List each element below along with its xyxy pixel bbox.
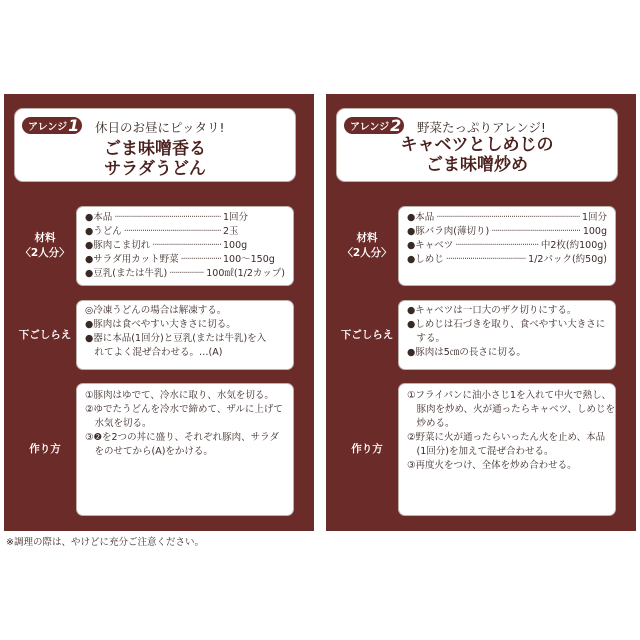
recipe-subtitle: 休日のお昼にピッタリ! — [95, 120, 225, 135]
prep-text: ●キャベツは一口大のザク切りにする。 ●しめじは石づきを取り、食べやすい大きさに する。 ●豚肉は5㎝の長さに切る。 — [398, 300, 616, 370]
recipe-title — [15, 139, 295, 179]
ingredient-row: ●豚肉こま切れ ····· 100g — [85, 239, 285, 253]
recipe-title — [337, 135, 617, 175]
ingredient-row: ●豚バラ肉(薄切り) ····· 100g — [407, 225, 607, 239]
badge-text: アレンジ — [350, 122, 390, 133]
ingredients-label: 材料 〈2人分〉 — [20, 232, 70, 259]
title-box — [14, 108, 296, 182]
recipe-card-arrange-2 — [326, 94, 636, 531]
title-line-1: キャベツとしめじの — [400, 135, 554, 155]
ingredients-list — [76, 206, 294, 286]
title-line-2: ごま味噌炒め — [426, 155, 528, 175]
method-section — [14, 383, 294, 516]
arrange-badge — [22, 117, 82, 134]
ingredient-row: ●キャベツ ····· 中2枚(約100g) — [407, 239, 607, 253]
ingredients-section — [14, 206, 294, 286]
recipe-subtitle: 野菜たっぷりアレンジ! — [417, 120, 546, 135]
title-line-1: ごま味噌香る — [104, 139, 206, 159]
ingredient-row: ●うどん ····· 2玉 — [85, 225, 285, 239]
ingredient-row: ●しめじ ····· 1/2パック(約50g) — [407, 253, 607, 267]
method-section — [336, 383, 616, 516]
title-box — [336, 108, 618, 182]
prep-text: ◎冷凍うどんの場合は解凍する。 ●豚肉は食べやすい大きさに切る。 ●器に本品(1回分)と豆乳(または牛乳)を入 れてよく混ぜ合わせる。…(A) — [76, 300, 294, 370]
arrange-badge — [344, 117, 404, 134]
method-text: ①フライパンに油小さじ1を入れて中火で熱し、 豚肉を炒め、火が通ったらキャベツ、しめじを 炒める。 ②野菜に火が通ったらいったん火を止め、本品 (1回分)を加えて混ぜ合わせる。 ③再度火をつけ、全体を炒め合わせる。 — [398, 383, 616, 516]
ingredient-row: ●本品 ····· 1回分 — [407, 211, 607, 225]
ingredient-row: ●豆乳(または牛乳) ····· 100㎖(1/2カップ) — [85, 267, 285, 281]
ingredient-row: ●本品 ····· 1回分 — [85, 211, 285, 225]
prep-label: 下ごしらえ — [18, 328, 72, 341]
caution-note: ※調理の際は、やけどに充分ご注意ください。 — [6, 537, 204, 548]
ingredients-section — [336, 206, 616, 286]
prep-label: 下ごしらえ — [340, 328, 394, 341]
badge-number: 2 — [390, 116, 402, 135]
prep-section — [336, 300, 616, 370]
ingredients-list — [398, 206, 616, 286]
method-label: 作り方 — [29, 443, 61, 455]
ingredient-row: ●サラダ用カット野菜 ····· 100～150g — [85, 253, 285, 267]
badge-number: 1 — [68, 116, 80, 135]
method-label: 作り方 — [351, 443, 383, 455]
title-line-2: サラダうどん — [104, 159, 206, 179]
ingredients-label: 材料 〈2人分〉 — [342, 232, 392, 259]
recipe-card-arrange-1 — [4, 94, 314, 531]
method-text: ①豚肉はゆでて、冷水に取り、水気を切る。 ②ゆでたうどんを冷水で締めて、ザルに上げて 水気を切る。 ③❷を2つの丼に盛り、それぞれ豚肉、サラダ をのせてから(A)をかける。 — [76, 383, 294, 516]
prep-section — [14, 300, 294, 370]
badge-text: アレンジ — [28, 122, 68, 133]
